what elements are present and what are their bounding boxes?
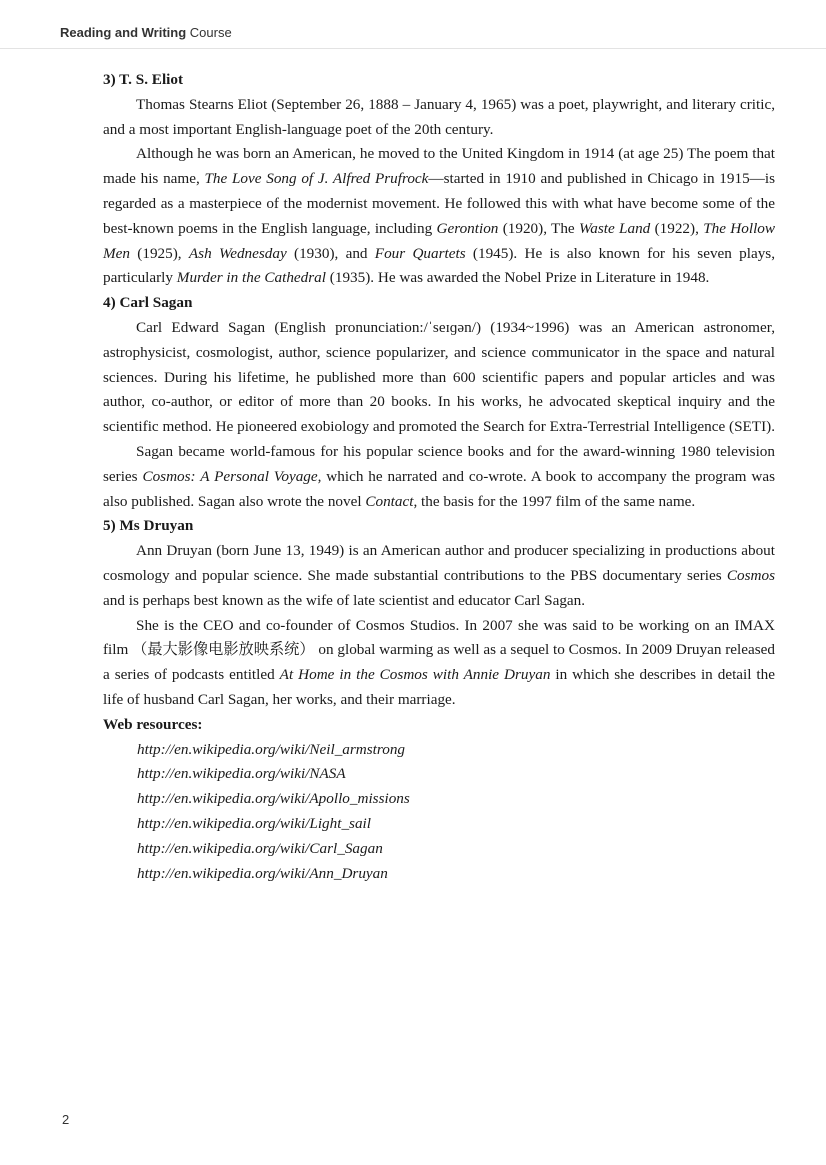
running-header [60, 25, 232, 40]
web-link-light-sail[interactable]: http://en.wikipedia.org/wiki/Light_sail [137, 814, 371, 832]
web-link-nasa[interactable]: http://en.wikipedia.org/wiki/NASA [137, 765, 346, 783]
web-resources-list [103, 738, 775, 887]
druyan-paragraph-1: Ann Druyan (born June 13, 1949) is an American author and producer specializing in productions about cosmology and popular science. She made substantial contributions to the PBS documentary series Cosmos and is perhaps best known as the wife of late scientist and educator Carl Sagan. [103, 542, 775, 609]
sagan-paragraph-1: Carl Edward Sagan (English pronunciation:/ˈseɪɡən/) (1934~1996) was an American astronomer, astrophysicist, cosmologist, author, science popularizer, and science communicator in the space and natural sciences. During his lifetime, he published more than 600 scientific papers and popular articles and was author, co-author, or editor of more than 20 books. In his works, he advocated skeptical inquiry and the scientific method. He pioneered exobiology and promoted the Search for Extra-Terrestrial Intelligence (SETI). [103, 318, 775, 436]
sagan-paragraph-2: Sagan became world-famous for his popular science books and for the award-winning 1980 television series Cosmos: A Personal Voyage, which he narrated and co-wrote. A book to accompany the program was also published. Sagan also wrote the novel Contact, the basis for the 1997 film of the same name. [103, 442, 775, 510]
web-link-neil-armstrong[interactable]: http://en.wikipedia.org/wiki/Neil_armstrong [137, 740, 406, 758]
page-number: 2 [62, 1112, 70, 1127]
book-title-bold: Reading and Writing [60, 25, 187, 40]
web-link-apollo-missions[interactable]: http://en.wikipedia.org/wiki/Apollo_missions [137, 790, 410, 808]
druyan-paragraph-2: She is the CEO and co-founder of Cosmos Studios. In 2007 she was said to be working on an IMAX film （最大影像电影放映系统） on global warming as well as a sequel to Cosmos. In 2009 Druyan released a series of podcasts entitled At Home in the Cosmos with Annie Druyan in which she describes in detail the life of husband Carl Sagan, her works, and their marriage. [103, 616, 775, 708]
header-divider [0, 48, 826, 49]
section-heading-sagan: 4) Carl Sagan [103, 294, 193, 312]
section-heading-web-resources: Web resources: [103, 715, 203, 733]
eliot-paragraph-2: Although he was born an American, he moved to the United Kingdom in 1914 (at age 25) The poem that made his name, The Love Song of J. Alfred Prufrock—started in 1910 and published in Chicago in 1915—is regarded as a masterpiece of the modernist movement. He followed this with what have become some of the best-known poems in the English language, including Gerontion (1920), The Waste Land (1922), The Hollow Men (1925), Ash Wednesday (1930), and Four Quartets (1945). He is also known for his seven plays, particularly Murder in the Cathedral (1935). He was awarded the Nobel Prize in Literature in 1948. [103, 145, 776, 287]
eliot-paragraph-1: Thomas Stearns Eliot (September 26, 1888 – January 4, 1965) was a poet, playwright, and literary critic, and a most important English-language poet of the 20th century. [103, 95, 775, 138]
section-heading-eliot: 3) T. S. Eliot [103, 71, 184, 88]
section-heading-druyan: 5) Ms Druyan [103, 517, 194, 535]
book-title-rest: Course [186, 25, 232, 40]
web-link-ann-druyan[interactable]: http://en.wikipedia.org/wiki/Ann_Druyan [137, 864, 388, 882]
web-link-carl-sagan[interactable]: http://en.wikipedia.org/wiki/Carl_Sagan [137, 839, 383, 857]
main-text [103, 68, 775, 886]
